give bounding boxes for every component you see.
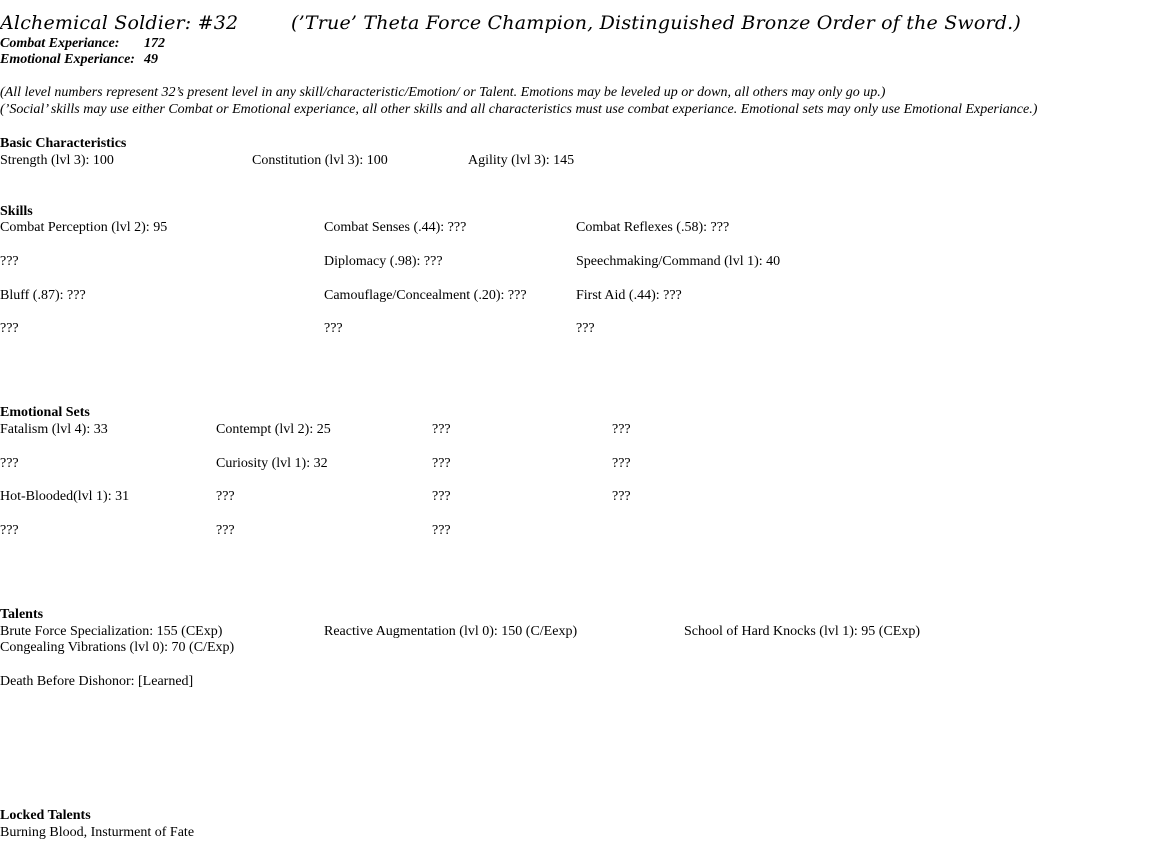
skill-item: Combat Perception (lvl 2): 95 [0,220,168,235]
emotion-item: ??? [612,489,631,504]
skill-item: ??? [576,321,595,336]
basic-strength: Strength (lvl 3): 100 [0,153,114,168]
emotional-exp-value: 49 [144,52,158,67]
talent-item: School of Hard Knocks (lvl 1): 95 (CExp) [684,624,921,639]
locked-talents-heading: Locked Talents [0,808,91,823]
talents-heading: Talents [0,607,44,622]
locked-talents-list: Burning Blood, Insturment of Fate [0,825,195,840]
emotion-item: ??? [432,456,451,471]
emotion-item: ??? [216,489,235,504]
emotion-item: ??? [0,523,19,538]
talent-item: Death Before Dishonor: [Learned] [0,674,194,689]
note-levels: (All level numbers represent 32’s present level in any skill/characteristic/Emotion/ or Talent. Emotions may be leveled up or down, all others may only go up.) [0,85,886,100]
character-name: Alchemical Soldier: #32 [0,12,239,34]
skill-item: ??? [0,321,19,336]
basic-heading: Basic Characteristics [0,136,127,151]
basic-constitution: Constitution (lvl 3): 100 [252,153,388,168]
talent-item: Reactive Augmentation (lvl 0): 150 (C/Eexp) [324,624,578,639]
emotion-item: Contempt (lvl 2): 25 [216,422,331,437]
talent-item: Congealing Vibrations (lvl 0): 70 (C/Exp) [0,640,235,655]
emotional-heading: Emotional Sets [0,405,90,420]
skill-item: Diplomacy (.98): ??? [324,254,443,269]
emotion-item: ??? [612,422,631,437]
note-experience: (’Social’ skills may use either Combat or Emotional experiance, all other skills and all characteristics must use combat experiance. Emotional sets may only use Emotional Experiance.) [0,102,1038,117]
emotion-item: Fatalism (lvl 4): 33 [0,422,108,437]
skill-item: ??? [324,321,343,336]
skills-heading: Skills [0,204,33,219]
emotion-item: Hot-Blooded(lvl 1): 31 [0,489,130,504]
emotion-item: ??? [612,456,631,471]
combat-exp-value: 172 [144,36,165,51]
emotional-exp-label: Emotional Experiance: [0,52,135,67]
emotion-item: ??? [432,489,451,504]
skill-item: Camouflage/Concealment (.20): ??? [324,288,527,303]
skill-item: Bluff (.87): ??? [0,288,86,303]
skill-item: Combat Senses (.44): ??? [324,220,467,235]
emotion-item: ??? [432,523,451,538]
basic-agility: Agility (lvl 3): 145 [468,153,575,168]
combat-exp-label: Combat Experiance: [0,36,120,51]
skill-item: Combat Reflexes (.58): ??? [576,220,730,235]
skill-item: ??? [0,254,19,269]
emotion-item: ??? [216,523,235,538]
character-honors: (’True’ Theta Force Champion, Distinguished Bronze Order of the Sword.) [291,12,1022,34]
skill-item: Speechmaking/Command (lvl 1): 40 [576,254,781,269]
emotion-item: ??? [432,422,451,437]
emotion-item: ??? [0,456,19,471]
talent-item: Brute Force Specialization: 155 (CExp) [0,624,223,639]
emotion-item: Curiosity (lvl 1): 32 [216,456,328,471]
skill-item: First Aid (.44): ??? [576,288,682,303]
